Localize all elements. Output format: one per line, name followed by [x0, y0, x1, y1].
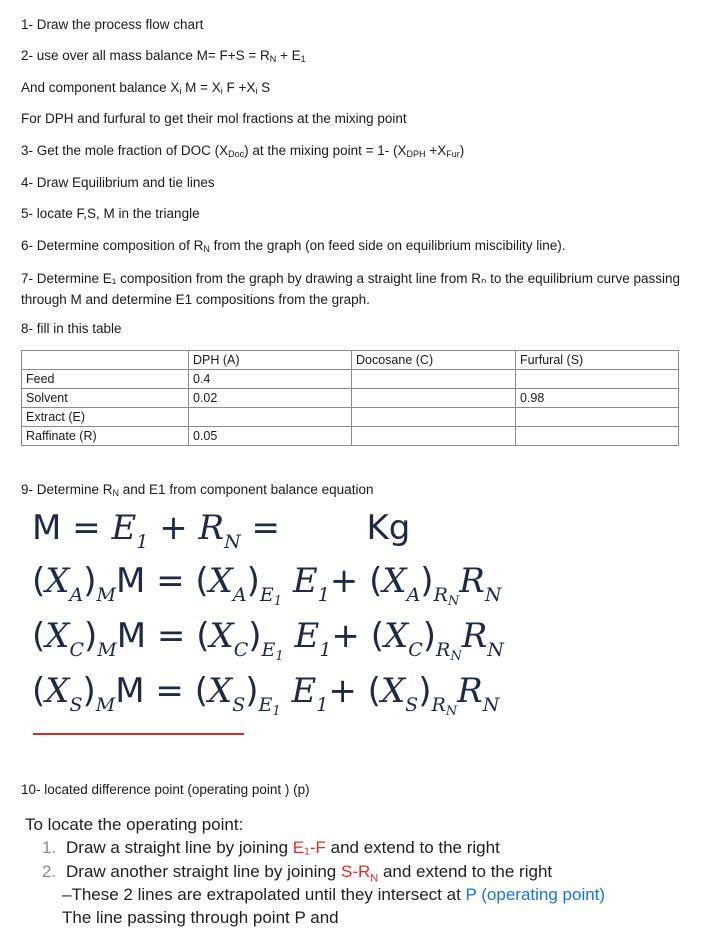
table-cell: [352, 408, 516, 427]
table-cell: [352, 389, 516, 408]
step-9: 9- Determine $R_N$ and E1 from component balance equation: [21, 482, 374, 498]
step-10: 10- located difference point (operating point ) (p): [21, 782, 310, 797]
table-cell: [516, 370, 679, 389]
table-row: [22, 408, 679, 427]
table-header: Docosane (C): [352, 351, 516, 370]
equation-component-a: $(X_A)_MM = (X_A)_{E_1}$ $E_1+ (X_A)_{R_N}R_N$: [32, 561, 502, 609]
table-header-row: [22, 351, 679, 370]
table-cell: [22, 351, 189, 370]
list-item: 1. Draw a straight line by joining E₁-F and extend to the right: [42, 838, 500, 857]
step-1: 1- Draw the process flow chart: [21, 17, 204, 32]
operating-point-heading: To locate the operating point:: [25, 815, 244, 834]
step-6: 6- Determine composition of $R_N$ from the graph (on feed side on equilibrium miscibility line).: [21, 238, 566, 254]
table-cell: Solvent: [22, 389, 189, 408]
table-row: [22, 370, 679, 389]
cut-off-line: The line passing through point P and: [62, 908, 339, 927]
table-cell: [189, 408, 352, 427]
red-underline: [33, 733, 244, 735]
table-cell: 0.4: [189, 370, 352, 389]
table-row: [22, 389, 679, 408]
table-cell: [516, 408, 679, 427]
intersection-note: –These 2 lines are extrapolated until they intersect at P (operating point): [62, 885, 606, 904]
step-5: 5- locate F,S, M in the triangle: [21, 206, 200, 221]
equation-mass-balance: $M = E_1 + R_N$ = Kg: [32, 508, 411, 553]
step-8: 8- fill in this table: [21, 321, 122, 336]
table-header: Furfural (S): [516, 351, 679, 370]
table-cell: [352, 370, 516, 389]
table-cell: Extract (E): [22, 408, 189, 427]
table-cell: [352, 427, 516, 446]
table-cell: 0.02: [189, 389, 352, 408]
step-2-note: For DPH and furfural to get their mol fractions at the mixing point: [21, 111, 407, 126]
step-7: 7- Determine E₁ composition from the graph by drawing a straight line from Rₙ to the equilibrium curve passing through M and determine E1 compositions from the graph.: [21, 271, 680, 307]
composition-table: [21, 350, 679, 446]
step-2: 2- use over all mass balance $M= F+S = R_N + E_1$: [21, 48, 306, 64]
list-item: 2. Draw another straight line by joining $S-R_N$ and extend to the right: [42, 862, 553, 885]
equation-component-c: $(X_C)_MM = (X_C)_{E_1}$ $E_1+ (X_C)_{R_N}R_N$: [32, 616, 504, 664]
table-cell: 0.98: [516, 389, 679, 408]
operating-steps-list: [42, 836, 552, 890]
table-cell: Raffinate (R): [22, 427, 189, 446]
equation-component-s: $(X_S)_MM = (X_S)_{E_1}$ $E_1+ (X_S)_{R_N}R_N$: [32, 671, 500, 719]
table-cell: [516, 427, 679, 446]
step-2-component: And component balance $X_i$ $M = X_i$ $F +X_i$ S: [21, 80, 271, 96]
table-cell: Feed: [22, 370, 189, 389]
step-4: 4- Draw Equilibrium and tie lines: [21, 175, 215, 190]
step-3: 3- Get the mole fraction of DOC $(X_{Doc})$ at the mixing point = 1- $(X_{DPH} +X_{Fur})$: [21, 143, 465, 159]
table-header: DPH (A): [189, 351, 352, 370]
table-row: [22, 427, 679, 446]
table-cell: 0.05: [189, 427, 352, 446]
